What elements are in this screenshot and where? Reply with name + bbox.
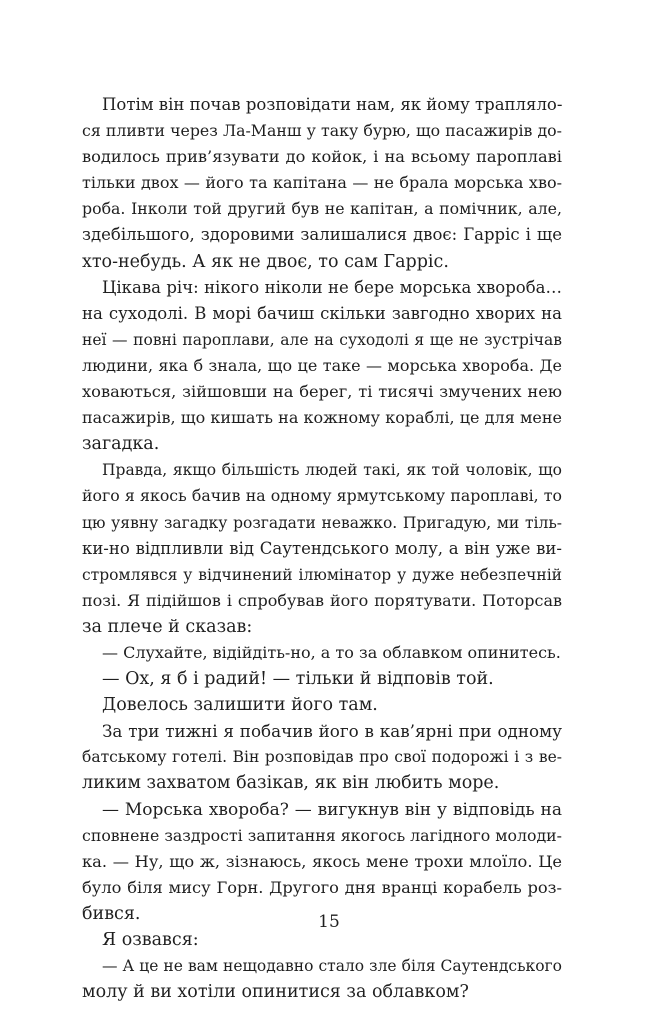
text-line: роба. Інколи той другий був не капітан, а помічник, але, (82, 199, 562, 219)
text-line: батському готелі. Він розповідав про свої подорожі і з ве- (82, 748, 562, 767)
text-line: ка. — Ну, що ж, зізнаюсь, якось мене трохи млоїло. Це (82, 851, 562, 871)
text-line: за плече й сказав: (82, 616, 253, 637)
text-line: людини, яка б знала, що це таке — морська хвороба. Де (82, 355, 562, 375)
text-line: Цікава річ: нікого ніколи не бере морська хвороба… (102, 277, 562, 297)
text-line: неї — повні пароплави, але на суходолі я ще не зустрічав (82, 330, 562, 349)
text-line: Я озвався: (102, 930, 199, 950)
text-line: ся пливти через Ла-Манш у таку бурю, що пасажирів до- (82, 121, 562, 141)
body-text (82, 92, 562, 1005)
text-line: ховаються, зійшовши на берег, ті тисячі змучених нею (82, 382, 562, 402)
text-line: бився. (82, 903, 141, 924)
text-line: тільки двох — його та капітана — не брала морська хво- (82, 173, 562, 193)
text-line: водилось прив’язувати до койок, і на всьому пароплаві (82, 147, 562, 167)
text-line: здебільшого, здоровими залишалися двоє: Гарріс і ще (82, 225, 562, 245)
text-line: Правда, якщо більшість людей такі, як той чоловік, що (102, 461, 562, 480)
text-line: — Слухайте, відійдіть-но, а то за облавком опинитесь. (102, 642, 561, 662)
text-line: ликим захватом базікав, як він любить море. (82, 773, 500, 794)
text-line: на суходолі. В морі бачиш скільки завгодно хворих на (82, 303, 562, 323)
text-line: цю уявну загадку розгадати неважко. Пригадую, ми тіль- (82, 513, 562, 532)
text-line: — Ох, я б і радий! — тільки й відповів той. (102, 669, 494, 690)
text-line: Довелось залишити його там. (102, 695, 378, 716)
text-line: — А це не вам нещодавно стало зле біля Саутендського (102, 957, 562, 976)
text-line: позі. Я підійшов і спробував його порятувати. Поторсав (82, 590, 562, 610)
text-line: — Морська хвороба? — вигукнув він у відповідь на (102, 799, 562, 820)
text-line: молу й ви хотіли опинитися за облавком? (82, 982, 469, 1003)
page-number: 15 (318, 912, 340, 932)
text-line: пасажирів, що кишать на кожному кораблі, це для мене (82, 408, 562, 428)
text-line: загадка. (82, 434, 160, 455)
text-line: ки-но відпливли від Саутендського молу, а він уже ви- (82, 538, 562, 558)
text-line: хто-небудь. А як не двоє, то сам Гарріс. (82, 251, 449, 272)
text-line: сповнене заздрості запитання якогось лагідного молоди- (82, 825, 562, 845)
text-line: За три тижні я побачив його в кав’ярні при одному (102, 721, 562, 742)
text-line: стромлявся у відчинений ілюмінатор у дуже небезпечній (82, 565, 562, 584)
text-line: його я якось бачив на одному ярмутському пароплаві, то (82, 486, 562, 506)
text-line: було біля мису Горн. Другого дня вранці корабель роз- (82, 877, 562, 897)
text-line: Потім він почав розповідати нам, як йому трапляло- (102, 95, 563, 114)
